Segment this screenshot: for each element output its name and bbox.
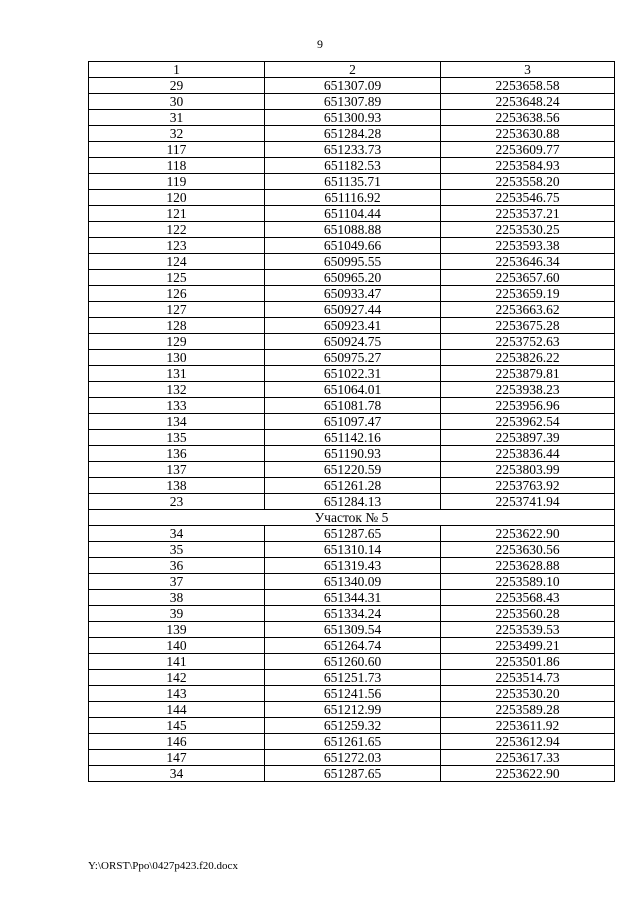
point-number-cell: 135 [89, 430, 265, 446]
x-coordinate-cell: 650933.47 [265, 286, 441, 302]
x-coordinate-cell: 651334.24 [265, 606, 441, 622]
point-number-cell: 30 [89, 94, 265, 110]
table-row [89, 478, 615, 494]
y-coordinate-cell: 2253763.92 [441, 478, 615, 494]
table-row [89, 558, 615, 574]
y-coordinate-cell: 2253628.88 [441, 558, 615, 574]
x-coordinate-cell: 650965.20 [265, 270, 441, 286]
table-row [89, 430, 615, 446]
table-row [89, 670, 615, 686]
table-row [89, 462, 615, 478]
table-row [89, 686, 615, 702]
point-number-cell: 144 [89, 702, 265, 718]
column-header-2: 2 [265, 62, 441, 78]
table-row [89, 350, 615, 366]
y-coordinate-cell: 2253537.21 [441, 206, 615, 222]
y-coordinate-cell: 2253962.54 [441, 414, 615, 430]
y-coordinate-cell: 2253609.77 [441, 142, 615, 158]
point-number-cell: 39 [89, 606, 265, 622]
x-coordinate-cell: 651272.03 [265, 750, 441, 766]
y-coordinate-cell: 2253612.94 [441, 734, 615, 750]
y-coordinate-cell: 2253593.38 [441, 238, 615, 254]
point-number-cell: 123 [89, 238, 265, 254]
y-coordinate-cell: 2253826.22 [441, 350, 615, 366]
y-coordinate-cell: 2253803.99 [441, 462, 615, 478]
x-coordinate-cell: 651116.92 [265, 190, 441, 206]
y-coordinate-cell: 2253501.86 [441, 654, 615, 670]
x-coordinate-cell: 651182.53 [265, 158, 441, 174]
point-number-cell: 132 [89, 382, 265, 398]
y-coordinate-cell: 2253558.20 [441, 174, 615, 190]
y-coordinate-cell: 2253752.63 [441, 334, 615, 350]
x-coordinate-cell: 650924.75 [265, 334, 441, 350]
table-row [89, 110, 615, 126]
x-coordinate-cell: 651261.28 [265, 478, 441, 494]
point-number-cell: 125 [89, 270, 265, 286]
table-row [89, 286, 615, 302]
table-row [89, 590, 615, 606]
x-coordinate-cell: 651064.01 [265, 382, 441, 398]
table-row [89, 446, 615, 462]
table-row [89, 718, 615, 734]
point-number-cell: 130 [89, 350, 265, 366]
x-coordinate-cell: 651284.28 [265, 126, 441, 142]
point-number-cell: 138 [89, 478, 265, 494]
table-row [89, 78, 615, 94]
y-coordinate-cell: 2253658.58 [441, 78, 615, 94]
table-header-row [89, 62, 615, 78]
point-number-cell: 142 [89, 670, 265, 686]
x-coordinate-cell: 651340.09 [265, 574, 441, 590]
table-row [89, 334, 615, 350]
point-number-cell: 129 [89, 334, 265, 350]
x-coordinate-cell: 651309.54 [265, 622, 441, 638]
table-row [89, 190, 615, 206]
x-coordinate-cell: 651287.65 [265, 766, 441, 782]
table-row [89, 222, 615, 238]
y-coordinate-cell: 2253836.44 [441, 446, 615, 462]
y-coordinate-cell: 2253663.62 [441, 302, 615, 318]
table-row [89, 574, 615, 590]
y-coordinate-cell: 2253648.24 [441, 94, 615, 110]
table-row [89, 654, 615, 670]
table-row [89, 494, 615, 510]
y-coordinate-cell: 2253622.90 [441, 526, 615, 542]
x-coordinate-cell: 651307.89 [265, 94, 441, 110]
point-number-cell: 35 [89, 542, 265, 558]
table-row [89, 270, 615, 286]
x-coordinate-cell: 651344.31 [265, 590, 441, 606]
y-coordinate-cell: 2253938.23 [441, 382, 615, 398]
y-coordinate-cell: 2253589.10 [441, 574, 615, 590]
y-coordinate-cell: 2253956.96 [441, 398, 615, 414]
x-coordinate-cell: 650923.41 [265, 318, 441, 334]
x-coordinate-cell: 651261.65 [265, 734, 441, 750]
point-number-cell: 117 [89, 142, 265, 158]
y-coordinate-cell: 2253638.56 [441, 110, 615, 126]
table-row [89, 750, 615, 766]
coordinates-table [88, 61, 615, 782]
y-coordinate-cell: 2253630.56 [441, 542, 615, 558]
table-row [89, 526, 615, 542]
x-coordinate-cell: 651104.44 [265, 206, 441, 222]
point-number-cell: 23 [89, 494, 265, 510]
point-number-cell: 145 [89, 718, 265, 734]
x-coordinate-cell: 651260.60 [265, 654, 441, 670]
y-coordinate-cell: 2253659.19 [441, 286, 615, 302]
y-coordinate-cell: 2253560.28 [441, 606, 615, 622]
x-coordinate-cell: 651287.65 [265, 526, 441, 542]
table-row [89, 606, 615, 622]
x-coordinate-cell: 651190.93 [265, 446, 441, 462]
table-row [89, 254, 615, 270]
table-row [89, 622, 615, 638]
x-coordinate-cell: 651251.73 [265, 670, 441, 686]
table-row [89, 238, 615, 254]
column-header-3: 3 [441, 62, 615, 78]
table-row [89, 702, 615, 718]
page-number: 9 [317, 37, 323, 51]
table-row [89, 542, 615, 558]
point-number-cell: 146 [89, 734, 265, 750]
y-coordinate-cell: 2253539.53 [441, 622, 615, 638]
point-number-cell: 126 [89, 286, 265, 302]
point-number-cell: 134 [89, 414, 265, 430]
point-number-cell: 119 [89, 174, 265, 190]
column-header-1: 1 [89, 62, 265, 78]
x-coordinate-cell: 651259.32 [265, 718, 441, 734]
y-coordinate-cell: 2253675.28 [441, 318, 615, 334]
point-number-cell: 139 [89, 622, 265, 638]
table-row [89, 158, 615, 174]
y-coordinate-cell: 2253546.75 [441, 190, 615, 206]
point-number-cell: 141 [89, 654, 265, 670]
x-coordinate-cell: 651081.78 [265, 398, 441, 414]
point-number-cell: 124 [89, 254, 265, 270]
y-coordinate-cell: 2253897.39 [441, 430, 615, 446]
x-coordinate-cell: 651310.14 [265, 542, 441, 558]
point-number-cell: 136 [89, 446, 265, 462]
point-number-cell: 121 [89, 206, 265, 222]
point-number-cell: 31 [89, 110, 265, 126]
point-number-cell: 127 [89, 302, 265, 318]
point-number-cell: 118 [89, 158, 265, 174]
point-number-cell: 140 [89, 638, 265, 654]
table-row [89, 766, 615, 782]
x-coordinate-cell: 651284.13 [265, 494, 441, 510]
x-coordinate-cell: 650975.27 [265, 350, 441, 366]
point-number-cell: 133 [89, 398, 265, 414]
y-coordinate-cell: 2253657.60 [441, 270, 615, 286]
point-number-cell: 147 [89, 750, 265, 766]
y-coordinate-cell: 2253879.81 [441, 366, 615, 382]
y-coordinate-cell: 2253568.43 [441, 590, 615, 606]
table-row [89, 638, 615, 654]
coordinates-table-body [89, 62, 615, 782]
point-number-cell: 34 [89, 526, 265, 542]
table-row [89, 414, 615, 430]
x-coordinate-cell: 651097.47 [265, 414, 441, 430]
table-row [89, 318, 615, 334]
point-number-cell: 143 [89, 686, 265, 702]
table-row [89, 174, 615, 190]
x-coordinate-cell: 651264.74 [265, 638, 441, 654]
point-number-cell: 120 [89, 190, 265, 206]
x-coordinate-cell: 651300.93 [265, 110, 441, 126]
x-coordinate-cell: 651233.73 [265, 142, 441, 158]
x-coordinate-cell: 651220.59 [265, 462, 441, 478]
point-number-cell: 37 [89, 574, 265, 590]
point-number-cell: 122 [89, 222, 265, 238]
table-row [89, 302, 615, 318]
y-coordinate-cell: 2253499.21 [441, 638, 615, 654]
point-number-cell: 38 [89, 590, 265, 606]
y-coordinate-cell: 2253741.94 [441, 494, 615, 510]
footer-file-path: Y:\ORST\Ppo\0427p423.f20.docx [88, 860, 238, 872]
table-row [89, 366, 615, 382]
x-coordinate-cell: 651142.16 [265, 430, 441, 446]
y-coordinate-cell: 2253646.34 [441, 254, 615, 270]
y-coordinate-cell: 2253530.25 [441, 222, 615, 238]
x-coordinate-cell: 650995.55 [265, 254, 441, 270]
y-coordinate-cell: 2253622.90 [441, 766, 615, 782]
table-row [89, 382, 615, 398]
point-number-cell: 29 [89, 78, 265, 94]
point-number-cell: 34 [89, 766, 265, 782]
section-title: Участок № 5 [89, 510, 615, 526]
point-number-cell: 128 [89, 318, 265, 334]
point-number-cell: 36 [89, 558, 265, 574]
x-coordinate-cell: 651212.99 [265, 702, 441, 718]
y-coordinate-cell: 2253589.28 [441, 702, 615, 718]
point-number-cell: 137 [89, 462, 265, 478]
x-coordinate-cell: 651049.66 [265, 238, 441, 254]
y-coordinate-cell: 2253584.93 [441, 158, 615, 174]
table-row [89, 94, 615, 110]
x-coordinate-cell: 651319.43 [265, 558, 441, 574]
table-row [89, 206, 615, 222]
table-row [89, 734, 615, 750]
x-coordinate-cell: 651307.09 [265, 78, 441, 94]
table-row [89, 398, 615, 414]
x-coordinate-cell: 651088.88 [265, 222, 441, 238]
y-coordinate-cell: 2253530.20 [441, 686, 615, 702]
point-number-cell: 131 [89, 366, 265, 382]
y-coordinate-cell: 2253514.73 [441, 670, 615, 686]
y-coordinate-cell: 2253630.88 [441, 126, 615, 142]
table-row [89, 142, 615, 158]
x-coordinate-cell: 651022.31 [265, 366, 441, 382]
x-coordinate-cell: 651241.56 [265, 686, 441, 702]
y-coordinate-cell: 2253617.33 [441, 750, 615, 766]
point-number-cell: 32 [89, 126, 265, 142]
x-coordinate-cell: 651135.71 [265, 174, 441, 190]
table-row [89, 126, 615, 142]
section-row [89, 510, 615, 526]
y-coordinate-cell: 2253611.92 [441, 718, 615, 734]
x-coordinate-cell: 650927.44 [265, 302, 441, 318]
